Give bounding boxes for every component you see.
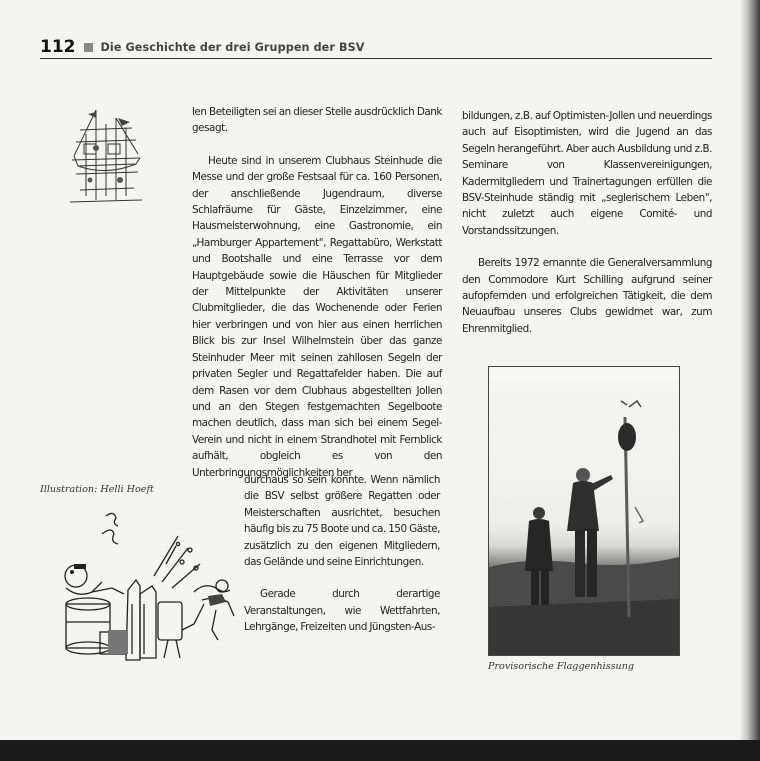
text-column-1-narrow [244, 472, 440, 636]
photo-figures [489, 367, 679, 655]
chapter-title: Die Geschichte der drei Gruppen der BSV [100, 40, 365, 54]
flag-hoisting-photo [488, 366, 680, 656]
paragraph: len Beteiligten sei an dieser Stelle ausdrücklich Dank gesagt. [192, 106, 442, 135]
page-edge-shadow [740, 0, 760, 740]
page-number: 112 [40, 37, 76, 57]
paragraph: Bereits 1972 ernannte die Generalversammlung den Commodore Kurt Schilling aufgrund seiner aufopfernden und erfolgreichen Tätigkeit, die dem Neuaufbau unseres Clubs gewidmet war, zum Ehrenmitglied. [462, 257, 712, 335]
running-header [40, 36, 712, 59]
header-square-icon [84, 43, 93, 52]
illustration-credit: Illustration: Helli Hoeft [40, 484, 154, 495]
ship-sketch-illustration [66, 104, 146, 216]
text-column-1 [192, 104, 442, 481]
paragraph: Heute sind in unserem Clubhaus Steinhude die Messe und der große Festsaal für ca. 160 Personen, der anschließende Jugendraum, diverse Schlafräume für Gäste, Einzelzimmer, eine Hausmeisterwohnung, eine Gastronomie, ein „Hamburger Appartement", Regattabüro, Werkstatt und Bootshalle und eine Terrasse vor dem Hauptgebäude sowie die Häuschen für Mitglieder der Mittelpunkte der Aktivitäten unserer Clubmitglieder, die das Wochenende oder Ferien hier verbringen und von hier aus einen herrlichen Blick bis zur Insel Wilhelmstein über das ganze Steinhuder Meer mit seinen zahllosen Segeln der privaten Segler und Regattafelder haben. Die auf dem Rasen vor dem Clubhaus abgestellten Jollen und an den Stegen festgemachten Segelboote machen deutlich, dass man sich bei einem Segel-Verein und nicht in einem Strandhotel mit Fernblick aufhält, obgleich es von den Unterbringungsmöglichkeiten her [192, 154, 442, 479]
scan-bottom-band [0, 740, 760, 761]
photo-caption: Provisorische Flaggenhissung [488, 661, 635, 672]
paragraph: bildungen, z.B. auf Optimisten-Jollen und neuerdings auch auf Eisoptimisten, wird die Jugend an das Segeln herangeführt. Aber auch Ausbildung und z.B. Seminare von Klassenvereinigungen, Kadermitgliedern und Trainertagungen erfüllen die BSV-Steinhude ständig mit „seglerischem Leben", nicht zuletzt auch eigene Comité- und Vorstandssitzungen. [462, 110, 712, 237]
sailors-cartoon-illustration [44, 504, 240, 674]
paragraph: durchaus so sein könnte. Wenn nämlich die BSV selbst größere Regatten oder Meisterschaften ausrichtet, besuchen häufig bis zu 75 Boote und ca. 150 Gäste, zusätzlich zu den eigenen Mitgliedern, das Gelände und seine Einrichtungen. [244, 474, 440, 569]
paragraph: Gerade durch derartige Veranstaltungen, wie Wettfahrten, Lehrgänge, Freizeiten und Jüngsten-Aus- [244, 588, 440, 634]
text-column-2 [462, 108, 712, 337]
